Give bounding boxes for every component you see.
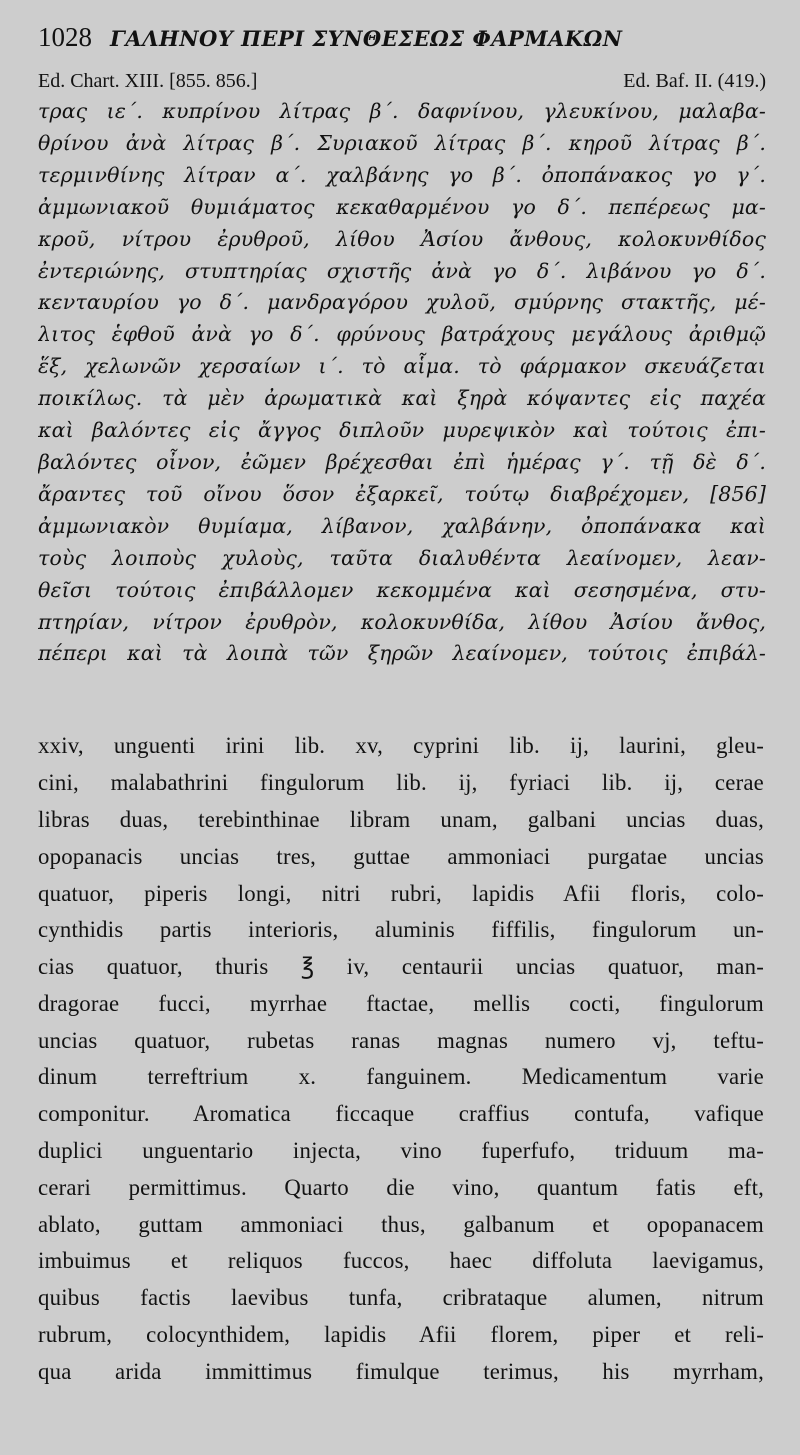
greek-line: βαλόντες οἶνον, ἐῶμεν βρέχεσθαι ἐπὶ ἡμέρας γ΄. τῇ δὲ δ΄.	[38, 449, 766, 474]
edition-left: Ed. Chart. XIII. [855. 856.]	[38, 70, 258, 92]
greek-line: ἄραντες τοῦ οἴνου ὅσον ἐξαρκεῖ, τούτῳ διαβρέχομεν, [856]	[38, 481, 766, 506]
latin-text-block	[38, 728, 766, 1390]
latin-line: componitur. Aromatica ficcaque craffius contufa, vafique	[38, 1101, 764, 1127]
latin-line: xxiv, unguenti irini lib. xv, cyprini lib. ij, laurini, gleu-	[38, 733, 764, 759]
latin-line: cini, malabathrini fingulorum lib. ij, fyriaci lib. ij, cerae	[38, 770, 764, 796]
greek-line: ἀμμωνιακὸν θυμίαμα, λίβανον, χαλβάνην, ὀποπάνακα καὶ	[38, 513, 766, 538]
latin-line: cias quatuor, thuris ℥ iv, centaurii uncias quatuor, man-	[38, 954, 764, 980]
latin-line: ablato, guttam ammoniaci thus, galbanum et opopanacem	[38, 1211, 764, 1237]
greek-line: τερμινθίνης λίτραν α΄. χαλβάνης γο β΄. ὀποπάνακος γο γ΄.	[38, 162, 766, 187]
latin-line: libras duas, terebinthinae libram unam, galbani uncias duas,	[38, 806, 764, 832]
page-header	[38, 24, 766, 68]
greek-text-block	[38, 96, 766, 670]
greek-line: κενταυρίου γο δ΄. μανδραγόρου χυλοῦ, σμύρνης στακτῆς, μέ-	[38, 290, 766, 315]
latin-line: duplici unguentario injecta, vino fuperfufo, triduum ma-	[38, 1138, 764, 1164]
greek-line: ἐντεριώνης, στυπτηρίας σχιστῆς ἀνὰ γο δ΄. λιβάνου γο δ΄.	[38, 258, 766, 283]
edition-reference-line	[38, 68, 766, 94]
greek-line: ἕξ, χελωνῶν χερσαίων ι΄. τὸ αἷμα. τὸ φάρμακον σκευάζεται	[38, 354, 766, 379]
latin-line: qua arida immittimus fimulque terimus, his myrrham,	[38, 1358, 764, 1384]
edition-right: Ed. Baf. II. (419.)	[623, 70, 766, 92]
latin-line: opopanacis uncias tres, guttae ammoniaci purgatae uncias	[38, 843, 764, 869]
greek-line: θρίνου ἀνὰ λίτρας β΄. Συριακοῦ λίτρας β΄. κηροῦ λίτρας β΄.	[38, 130, 766, 155]
latin-line: rubrum, colocynthidem, lapidis Afii florem, piper et reli-	[38, 1322, 764, 1348]
greek-line: ποικίλως. τὰ μὲν ἀρωματικὰ καὶ ξηρὰ κόψαντες εἰς παχέα	[38, 386, 766, 411]
page-number: 1028	[38, 22, 92, 52]
latin-line: imbuimus et reliquos fuccos, haec diffoluta laevigamus,	[38, 1248, 764, 1274]
latin-line: cynthidis partis interioris, aluminis fiffilis, fingulorum un-	[38, 917, 764, 943]
latin-line: dragorae fucci, myrrhae ftactae, mellis cocti, fingulorum	[38, 990, 764, 1016]
greek-line: κροῦ, νίτρου ἐρυθροῦ, λίθου Ἀσίου ἄνθους, κολοκυνθίδος	[38, 226, 766, 251]
latin-line: cerari permittimus. Quarto die vino, quantum fatis eft,	[38, 1174, 764, 1200]
greek-line: ἀμμωνιακοῦ θυμιάματος κεκαθαρμένου γο δ΄. πεπέρεως μα-	[38, 194, 766, 219]
greek-line: τοὺς λοιποὺς χυλοὺς, ταῦτα διαλυθέντα λεαίνομεν, λεαν-	[38, 545, 766, 570]
greek-line: λιτος ἑφθοῦ ἀνὰ γο δ΄. φρύνους βατράχους μεγάλους ἀριθμῷ	[38, 322, 766, 347]
latin-line: uncias quatuor, rubetas ranas magnas numero vj, teftu-	[38, 1027, 764, 1053]
running-title: ΓΑΛΗΝΟΥ ΠΕΡΙ ΣΥΝΘΕΣΕΩΣ ΦΑΡΜΑΚΩΝ	[110, 26, 623, 51]
greek-line: τρας ιε΄. κυπρίνου λίτρας β΄. δαφνίνου, γλευκίνου, μαλαβα-	[38, 99, 766, 123]
greek-line: πτηρίαν, νίτρον ἐρυθρὸν, κολοκυνθίδα, λίθου Ἀσίου ἄνθος,	[38, 609, 766, 634]
latin-line: dinum terreftrium x. fanguinem. Medicamentum varie	[38, 1064, 764, 1090]
greek-line: πέπερι καὶ τὰ λοιπὰ τῶν ξηρῶν λεαίνομεν, τούτοις ἐπιβάλ-	[38, 641, 766, 666]
latin-line: quatuor, piperis longi, nitri rubri, lapidis Afii floris, colo-	[38, 880, 764, 906]
latin-line: quibus factis laevibus tunfa, cribrataque alumen, nitrum	[38, 1285, 764, 1311]
greek-line: καὶ βαλόντες εἰς ἄγγος διπλοῦν μυρεψικὸν καὶ τούτοις ἐπι-	[38, 418, 766, 443]
greek-line: θεῖσι τούτοις ἐπιβάλλομεν κεκομμένα καὶ σεσησμένα, στυ-	[38, 577, 766, 602]
